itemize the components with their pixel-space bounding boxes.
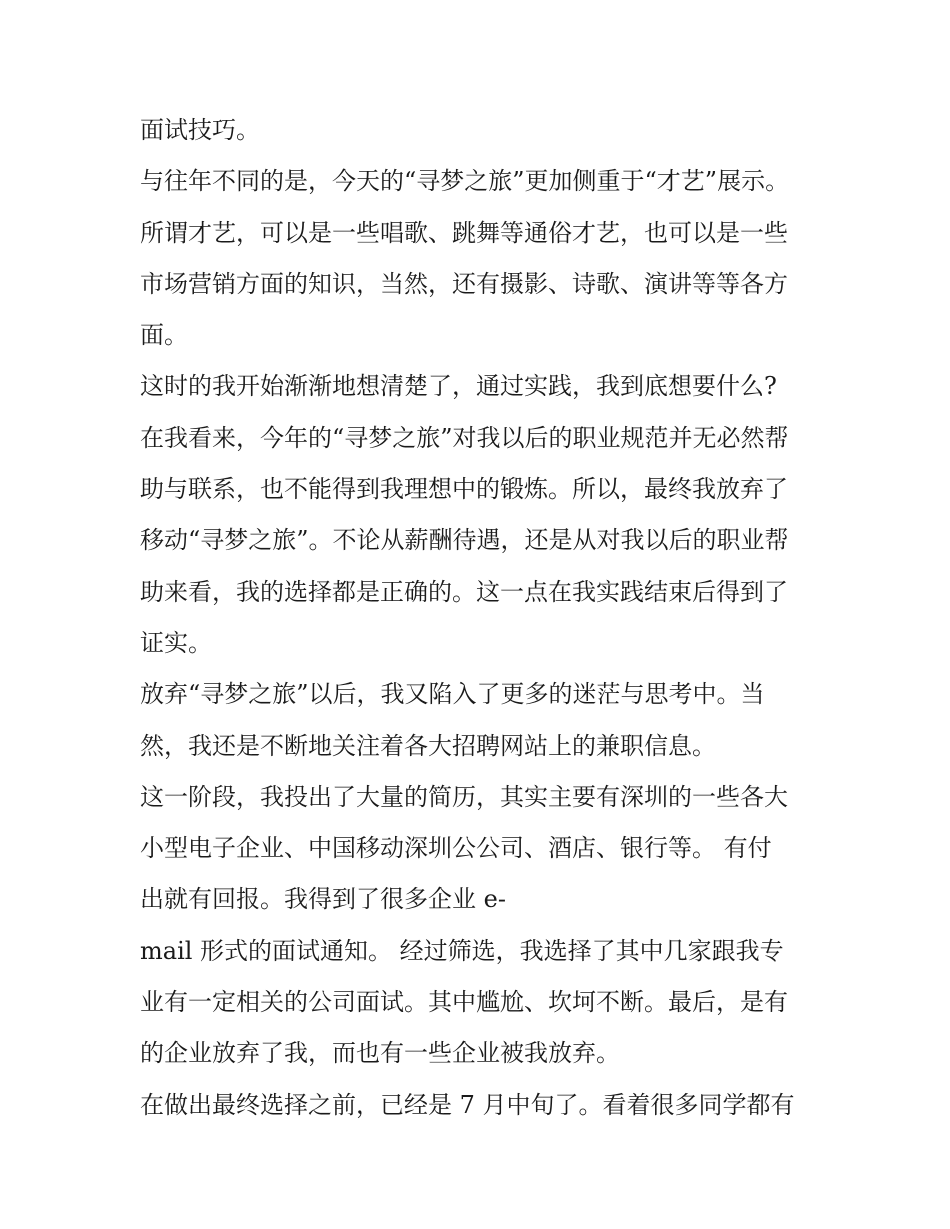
text-line: 与往年不同的是，今天的“寻梦之旅”更加侧重于“才艺”展示。 bbox=[140, 167, 790, 196]
text-line: 然，我还是不断地关注着各大招聘网站上的兼职信息。 bbox=[140, 731, 716, 760]
text-line: 移动“寻梦之旅”。不论从薪酬待遇，还是从对我以后的职业帮 bbox=[140, 526, 789, 555]
text-line: 出就有回报。我得到了很多企业 e- bbox=[140, 885, 506, 914]
text-line: mail 形式的面试通知。 经过筛选，我选择了其中几家跟我专 bbox=[140, 936, 784, 965]
text-line: 助与联系，也不能得到我理想中的锻炼。所以，最终我放弃了 bbox=[140, 475, 788, 504]
text-line: 在做出最终选择之前，已经是 7 月中旬了。看着很多同学都有 bbox=[140, 1090, 795, 1119]
document-body bbox=[140, 108, 820, 1134]
text-line: 市场营销方面的知识，当然，还有摄影、诗歌、演讲等等各方 bbox=[140, 269, 788, 298]
text-line: 的企业放弃了我，而也有一些企业被我放弃。 bbox=[140, 1039, 620, 1068]
text-line: 放弃“寻梦之旅”以后，我又陷入了更多的迷茫与思考中。当 bbox=[140, 680, 765, 709]
text-line: 这时的我开始渐渐地想清楚了，通过实践，我到底想要什么? bbox=[140, 372, 777, 401]
text-line: 证实。 bbox=[140, 628, 212, 657]
text-line: 助来看，我的选择都是正确的。这一点在我实践结束后得到了 bbox=[140, 577, 788, 606]
text-line: 面试技巧。 bbox=[140, 116, 260, 144]
text-line: 小型电子企业、中国移动深圳公公司、酒店、银行等。 有付 bbox=[140, 834, 772, 863]
text-line: 面。 bbox=[140, 321, 188, 350]
text-line: 业有一定相关的公司面试。其中尴尬、坎坷不断。最后，是有 bbox=[140, 988, 788, 1017]
text-line: 所谓才艺，可以是一些唱歌、跳舞等通俗才艺，也可以是一些 bbox=[140, 218, 788, 247]
text-line: 在我看来，今年的“寻梦之旅”对我以后的职业规范并无必然帮 bbox=[140, 423, 789, 452]
text-line: 这一阶段，我投出了大量的简历，其实主要有深圳的一些各大 bbox=[140, 782, 788, 811]
